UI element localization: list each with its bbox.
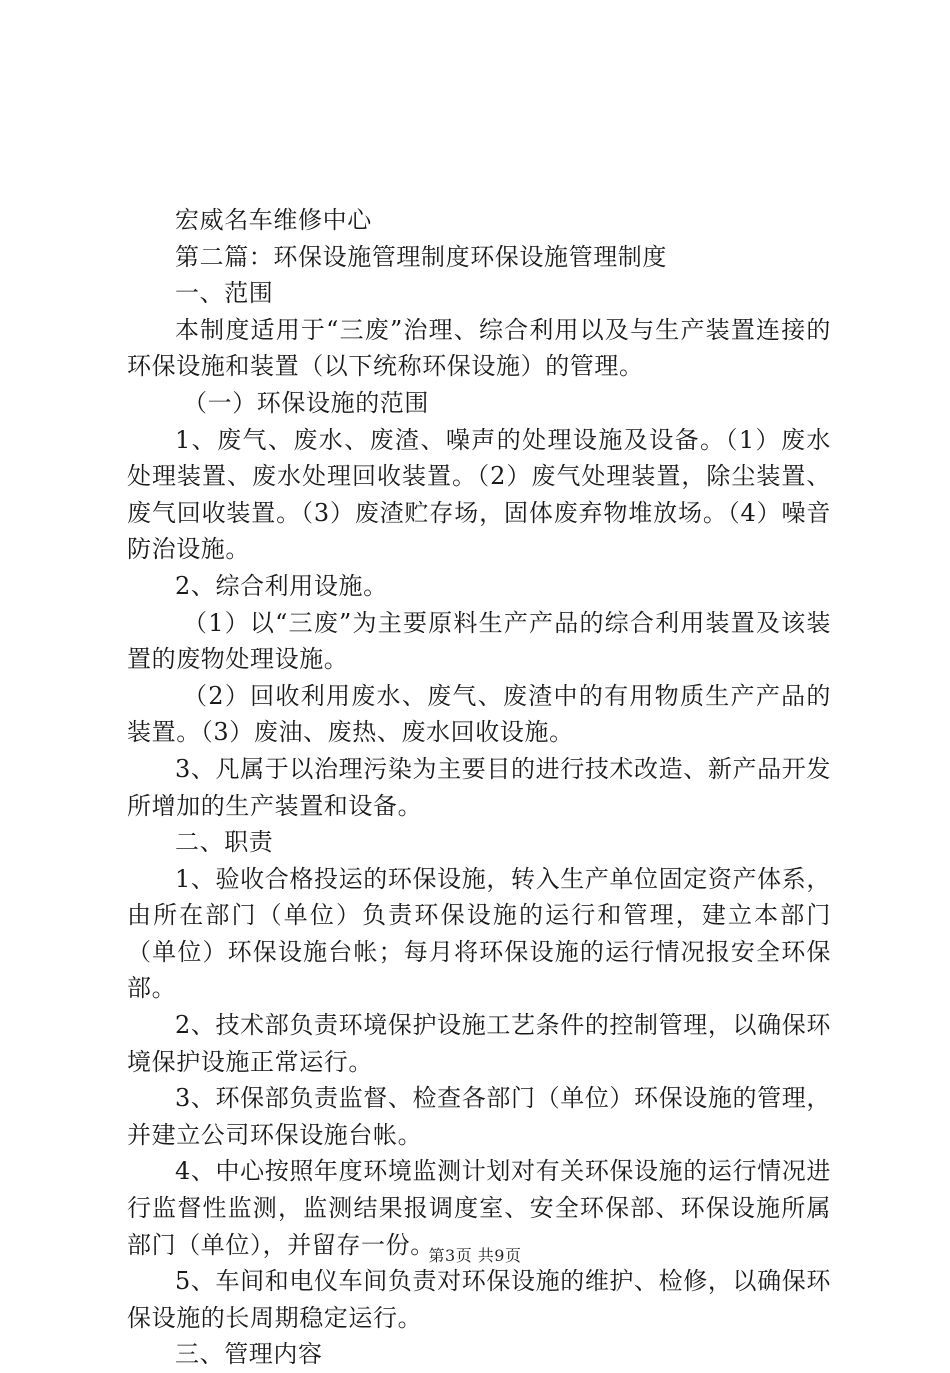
section-heading-scope: 一、范围 bbox=[175, 279, 274, 308]
paragraph: 4、中心按照年度环境监测计划对有关环保设施的运行情况进行监督性监测，监测结果报调度室、安全环保部、环保设施所属部门（单位），并留存一份。 bbox=[127, 1157, 831, 1259]
chapter-title: 第二篇：环保设施管理制度环保设施管理制度 bbox=[175, 242, 667, 271]
paragraph: 本制度适用于“三废”治理、综合利用以及与生产装置连接的环保设施和装置（以下统称环保设施）的管理。 bbox=[127, 315, 831, 381]
subsection-heading: （一）环保设施的范围 bbox=[183, 388, 429, 417]
paragraph: 1、废气、废水、废渣、噪声的处理设施及设备。（1）废水处理装置、废水处理回收装置。（2）废气处理装置，除尘装置、废气回收装置。（3）废渣贮存场，固体废弃物堆放场。（4）噪音防治设施。 bbox=[127, 425, 831, 564]
section-heading-management: 三、管理内容 bbox=[175, 1340, 323, 1369]
paragraph: （1）以“三废”为主要原料生产产品的综合利用装置及该装置的废物处理设施。 bbox=[127, 608, 831, 674]
page-number-footer: 第3页 共9页 bbox=[428, 1246, 522, 1265]
document-body bbox=[127, 202, 831, 1373]
paragraph: 1、验收合格投运的环保设施，转入生产单位固定资产体系，由所在部门（单位）负责环保设施的运行和管理，建立本部门（单位）环保设施台帐；每月将环保设施的运行情况报安全环保部。 bbox=[127, 864, 831, 1003]
paragraph: 2、技术部负责环境保护设施工艺条件的控制管理，以确保环境保护设施正常运行。 bbox=[127, 1011, 831, 1076]
paragraph: 5、车间和电仪车间负责对环保设施的维护、检修，以确保环保设施的长周期稳定运行。 bbox=[127, 1267, 831, 1332]
paragraph: 3、凡属于以治理污染为主要目的进行技术改造、新产品开发所增加的生产装置和设备。 bbox=[127, 754, 831, 820]
paragraph: 3、环保部负责监督、检查各部门（单位）环保设施的管理，并建立公司环保设施台帐。 bbox=[127, 1084, 831, 1149]
paragraph: 2、综合利用设施。 bbox=[175, 571, 388, 600]
section-heading-duties: 二、职责 bbox=[175, 828, 274, 857]
paragraph: （2）回收利用废水、废气、废渣中的有用物质生产产品的装置。（3）废油、废热、废水回收设施。 bbox=[127, 681, 831, 747]
org-name: 宏威名车维修中心 bbox=[175, 206, 372, 234]
